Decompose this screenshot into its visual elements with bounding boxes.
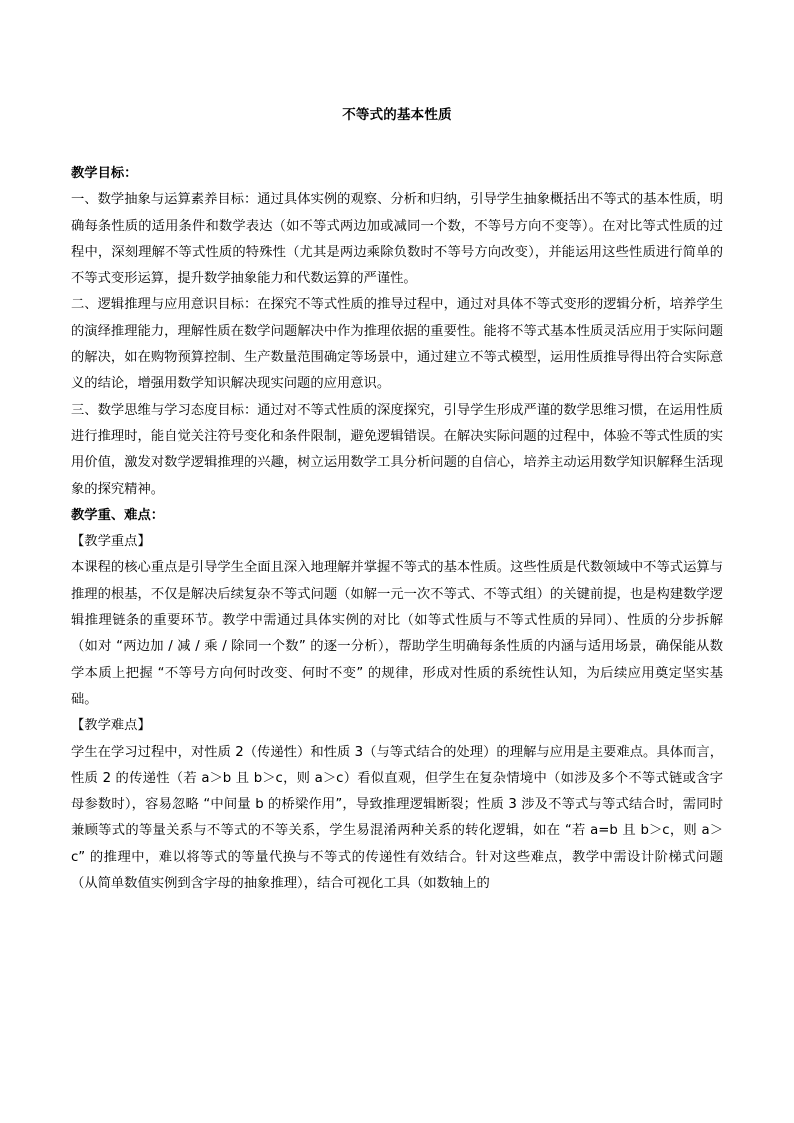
document-body [71, 161, 723, 897]
goals-heading: 教学目标： [71, 166, 138, 181]
focus-label: 【教学重点】 [71, 534, 151, 550]
goal-paragraph-3: 三、数学思维与学习态度目标：通过对不等式性质的深度探究，引导学生形成严谨的数学思维习惯，在运用性质进行推理时，能自觉关注符号变化和条件限制，避免逻辑错误。在解决实际问题的过程中，体验不等式性质的实用价值，激发对数学逻辑推理的兴趣，树立运用数学工具分析问题的自信心，培养主动运用数学知识解释生活现象的探究精神。 [71, 402, 723, 497]
goal-paragraph-2: 二、逻辑推理与应用意识目标：在探究不等式性质的推导过程中，通过对具体不等式变形的逻辑分析，培养学生的演绎推理能力，理解性质在数学问题解决中作为推理依据的重要性。能将不等式基本性质灵活应用于实际问题的解决，如在购物预算控制、生产数量范围确定等场景中，通过建立不等式模型，运用性质推导得出符合实际意义的结论，增强用数学知识解决现实问题的应用意识。 [71, 297, 723, 392]
focus-paragraph: 本课程的核心重点是引导学生全面且深入地理解并掌握不等式的基本性质。这些性质是代数领域中不等式运算与推理的根基，不仅是解决后续复杂不等式问题（如解一元一次不等式、不等式组）的关键前提，也是构建数学逻辑推理链条的重要环节。教学中需通过具体实例的对比（如等式性质与不等式性质的异同）、性质的分步拆解（如对 “两边加 / 减 / 乘 / 除同一个数” 的逐一分析），帮助学生明确每条性质的内涵与适用场景，确保能从数学本质上把握 “不等号方向何时改变、何时不变” 的规律，形成对性质的系统性认知，为后续应用奠定坚实基础。 [71, 560, 723, 707]
key-points-heading: 教学重、难点： [71, 507, 165, 523]
document-title: 不等式的基本性质 [342, 107, 452, 123]
difficulty-paragraph: 学生在学习过程中，对性质 2（传递性）和性质 3（与等式结合的处理）的理解与应用是主要难点。具体而言，性质 2 的传递性（若 a＞b 且 b＞c，则 a＞c）看似直观，但学生在复杂情境中（如涉及多个不等式链或含字母参数时），容易忽略 “中间量 b 的桥梁作用”，导致推理逻辑断裂；性质 3 涉及不等式与等式结合时，需同时兼顾等式的等量关系与不等式的不等关系，学生易混淆两种关系的转化逻辑，如在 “若 a=b 且 b＞c，则 a＞c” 的推理中，难以将等式的等量代换与不等式的传递性有效结合。针对这些难点，教学中需设计阶梯式问题（从简单数值实例到含字母的抽象推理），结合可视化工具（如数轴上的 [71, 744, 723, 892]
difficulty-label: 【教学难点】 [71, 718, 151, 734]
goal-paragraph-1: 一、数学抽象与运算素养目标：通过具体实例的观察、分析和归纳，引导学生抽象概括出不等式的基本性质，明确每条性质的适用条件和数学表达（如不等式两边加或减同一个数，不等号方向不变等）。在对比等式性质的过程中，深刻理解不等式性质的特殊性（尤其是两边乘除负数时不等号方向改变），并能运用这些性质进行简单的不等式变形运算，提升数学抽象能力和代数运算的严谨性。 [71, 192, 723, 287]
